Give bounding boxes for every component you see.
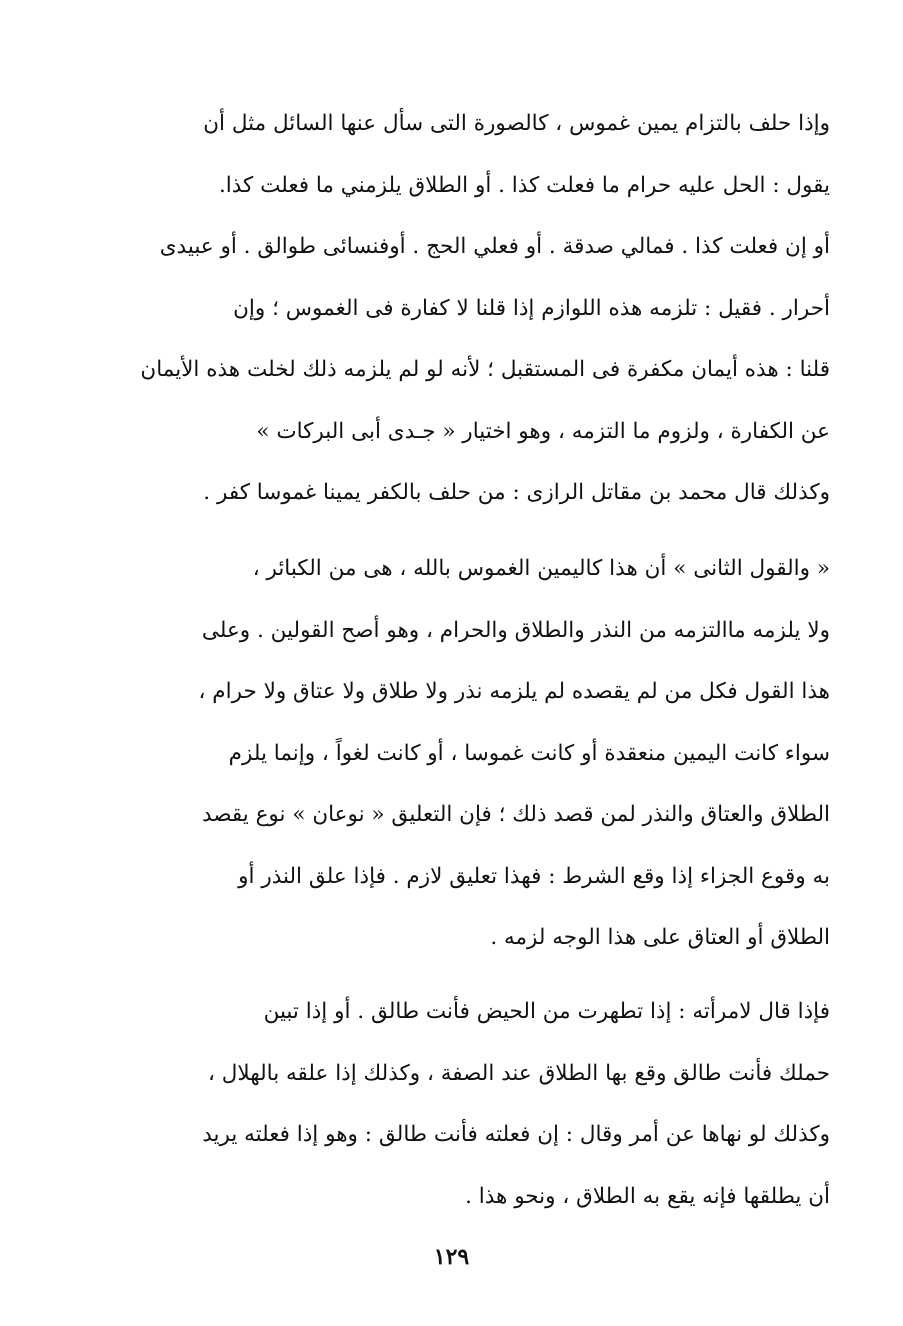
paragraph-3 bbox=[104, 981, 830, 1227]
text-line: الطلاق أو العتاق على هذا الوجه لزمه . bbox=[490, 925, 830, 950]
text-line: أحرار . فقيل : تلزمه هذه اللوازم إذا قلنا لا كفارة فى الغموس ؛ وإن bbox=[233, 295, 830, 321]
text-line: الطلاق والعتاق والنذر لمن قصد ذلك ؛ فإن التعليق « نوعان » نوع يقصد bbox=[201, 802, 830, 827]
paragraph-1 bbox=[104, 93, 830, 524]
text-line: وإذا حلف بالتزام يمين غموس ، كالصورة التى سأل عنها السائل مثل أن bbox=[203, 111, 830, 136]
text-line: حملك فأنت طالق وقع بها الطلاق عند الصفة ، وكذلك إذا علقه بالهلال ، bbox=[207, 1060, 830, 1086]
text-line: وكذلك قال محمد بن مقاتل الرازى : من حلف بالكفر يمينا غموسا كفر . bbox=[203, 480, 830, 505]
text-line: فإذا قال لامرأته : إذا تطهرت من الحيض فأنت طالق . أو إذا تبين bbox=[263, 999, 830, 1024]
text-line: أو إن فعلت كذا . فمالي صدقة . أو فعلي الحج . أوفنسائى طوالق . أو عبيدى bbox=[159, 234, 830, 259]
text-line: سواء كانت اليمين منعقدة أو كانت غموسا ، أو كانت لغواً ، وإنما يلزم bbox=[228, 740, 830, 766]
page-number: ١٢٩ bbox=[433, 1244, 470, 1270]
text-line: ولا يلزمه ماالتزمه من النذر والطلاق والحرام ، وهو أصح القولين . وعلى bbox=[201, 617, 830, 643]
text-line: عن الكفارة ، ولزوم ما التزمه ، وهو اختيار « جـدى أبى البركات » bbox=[256, 418, 830, 444]
text-line: هذا القول فكل من لم يقصده لم يلزمه نذر ولا طلاق ولا عتاق ولا حرام ، bbox=[198, 679, 830, 704]
text-line: وكذلك لو نهاها عن أمر وقال : إن فعلته فأنت طالق : وهو إذا فعلته يريد bbox=[202, 1122, 830, 1147]
paragraph-2 bbox=[104, 538, 830, 969]
text-line: به وقوع الجزاء إذا وقع الشرط : فهذا تعليق لازم . فإذا علق النذر أو bbox=[238, 863, 830, 889]
text-line: أن يطلقها فإنه يقع به الطلاق ، ونحو هذا . bbox=[465, 1183, 830, 1209]
text-line: يقول : الحل عليه حرام ما فعلت كذا . أو الطلاق يلزمني ما فعلت كذا. bbox=[218, 172, 830, 198]
text-line: « والقول الثانى » أن هذا كاليمين الغموس بالله ، هى من الكبائر ، bbox=[252, 556, 830, 581]
text-line: قلنا : هذه أيمان مكفرة فى المستقبل ؛ لأنه لو لم يلزمه ذلك لخلت هذه الأيمان bbox=[140, 357, 830, 382]
